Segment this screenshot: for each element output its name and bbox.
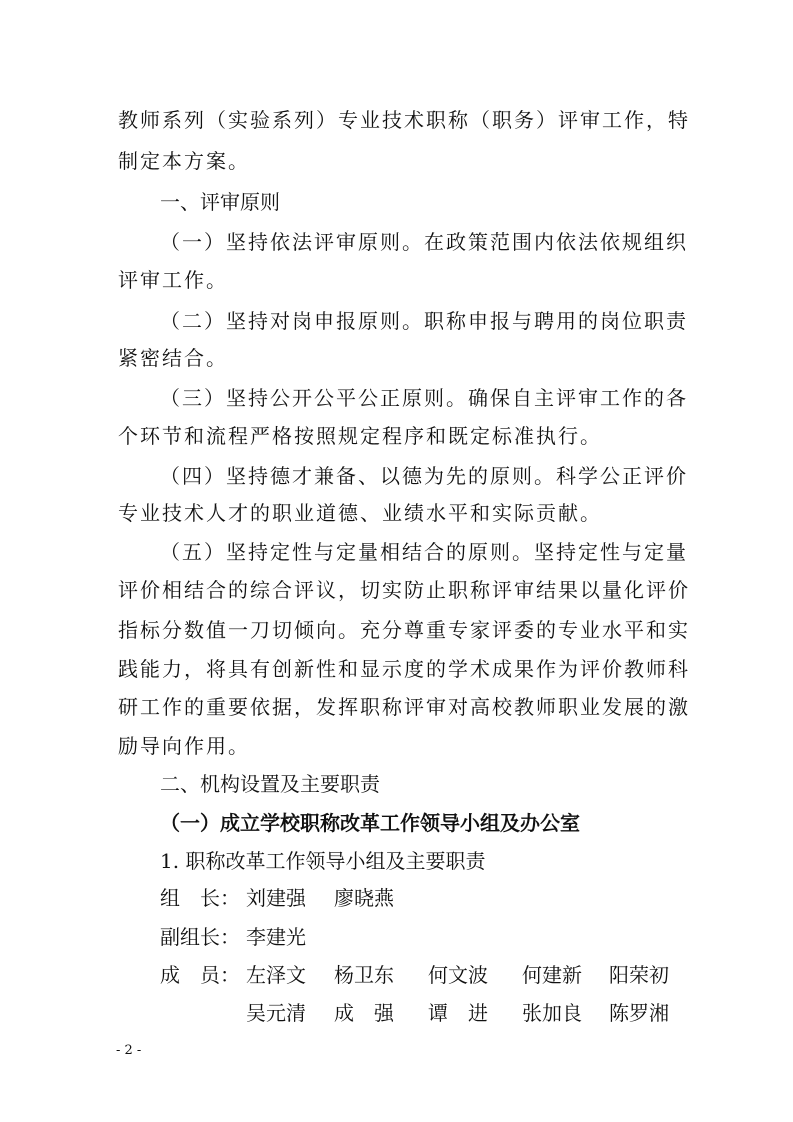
principle-5-line-3: 指标分数值一刀切倾向。充分尊重专家评委的专业水平和实 — [118, 618, 690, 642]
leader-name: 刘建强 — [246, 886, 306, 910]
intro-line-1: 教师系列（实验系列）专业技术职称（职务）评审工作，特 — [118, 108, 690, 132]
principle-5-line-1: （五）坚持定性与定量相结合的原则。坚持定性与定量 — [160, 540, 688, 564]
intro-line-2: 制定本方案。 — [118, 149, 250, 173]
member-label: 成 员： — [160, 963, 240, 987]
member-name: 左泽文 — [246, 963, 306, 987]
member-name: 何文波 — [428, 963, 488, 987]
item-1-heading: 1. 职称改革工作领导小组及主要职责 — [160, 849, 486, 873]
section-2-heading: 二、机构设置及主要职责 — [160, 772, 380, 796]
member-name: 杨卫东 — [334, 963, 394, 987]
deputy-name: 李建光 — [246, 925, 306, 949]
principle-5-line-2: 评价相结合的综合评议，切实防止职称评审结果以量化评价 — [118, 578, 690, 602]
section-1-heading: 一、评审原则 — [160, 190, 280, 214]
principle-1-line-1: （一）坚持依法评审原则。在政策范围内依法依规组织 — [160, 230, 688, 254]
member-name: 吴元清 — [246, 1001, 306, 1025]
principle-4-line-2: 专业技术人才的职业道德、业绩水平和实际贡献。 — [118, 501, 602, 525]
leader-label: 组 长： — [160, 886, 240, 910]
deputy-label: 副组长： — [160, 925, 240, 949]
principle-3-line-2: 个环节和流程严格按照规定程序和既定标准执行。 — [118, 424, 602, 448]
member-name: 张加良 — [522, 1001, 582, 1025]
principle-2-line-2: 紧密结合。 — [118, 346, 228, 370]
member-name: 陈罗湘 — [609, 1001, 669, 1025]
principle-4-line-1: （四）坚持德才兼备、以德为先的原则。科学公正评价 — [160, 464, 688, 488]
principle-2-line-1: （二）坚持对岗申报原则。职称申报与聘用的岗位职责 — [160, 309, 688, 333]
principle-3-line-1: （三）坚持公开公平公正原则。确保自主评审工作的各 — [160, 386, 688, 410]
page-number: - 2 - — [116, 1043, 142, 1058]
leader-name: 廖晓燕 — [334, 886, 394, 910]
member-name: 谭 进 — [428, 1001, 488, 1025]
principle-5-line-5: 研工作的重要依据，发挥职称评审对高校教师职业发展的激 — [118, 695, 690, 719]
subsection-1-heading: （一）成立学校职称改革工作领导小组及办公室 — [160, 811, 580, 835]
member-name: 成 强 — [334, 1001, 394, 1025]
member-name: 何建新 — [522, 963, 582, 987]
member-name: 阳荣初 — [609, 963, 669, 987]
principle-5-line-6: 励导向作用。 — [118, 734, 250, 758]
principle-5-line-4: 践能力，将具有创新性和显示度的学术成果作为评价教师科 — [118, 657, 690, 681]
principle-1-line-2: 评审工作。 — [118, 268, 228, 292]
